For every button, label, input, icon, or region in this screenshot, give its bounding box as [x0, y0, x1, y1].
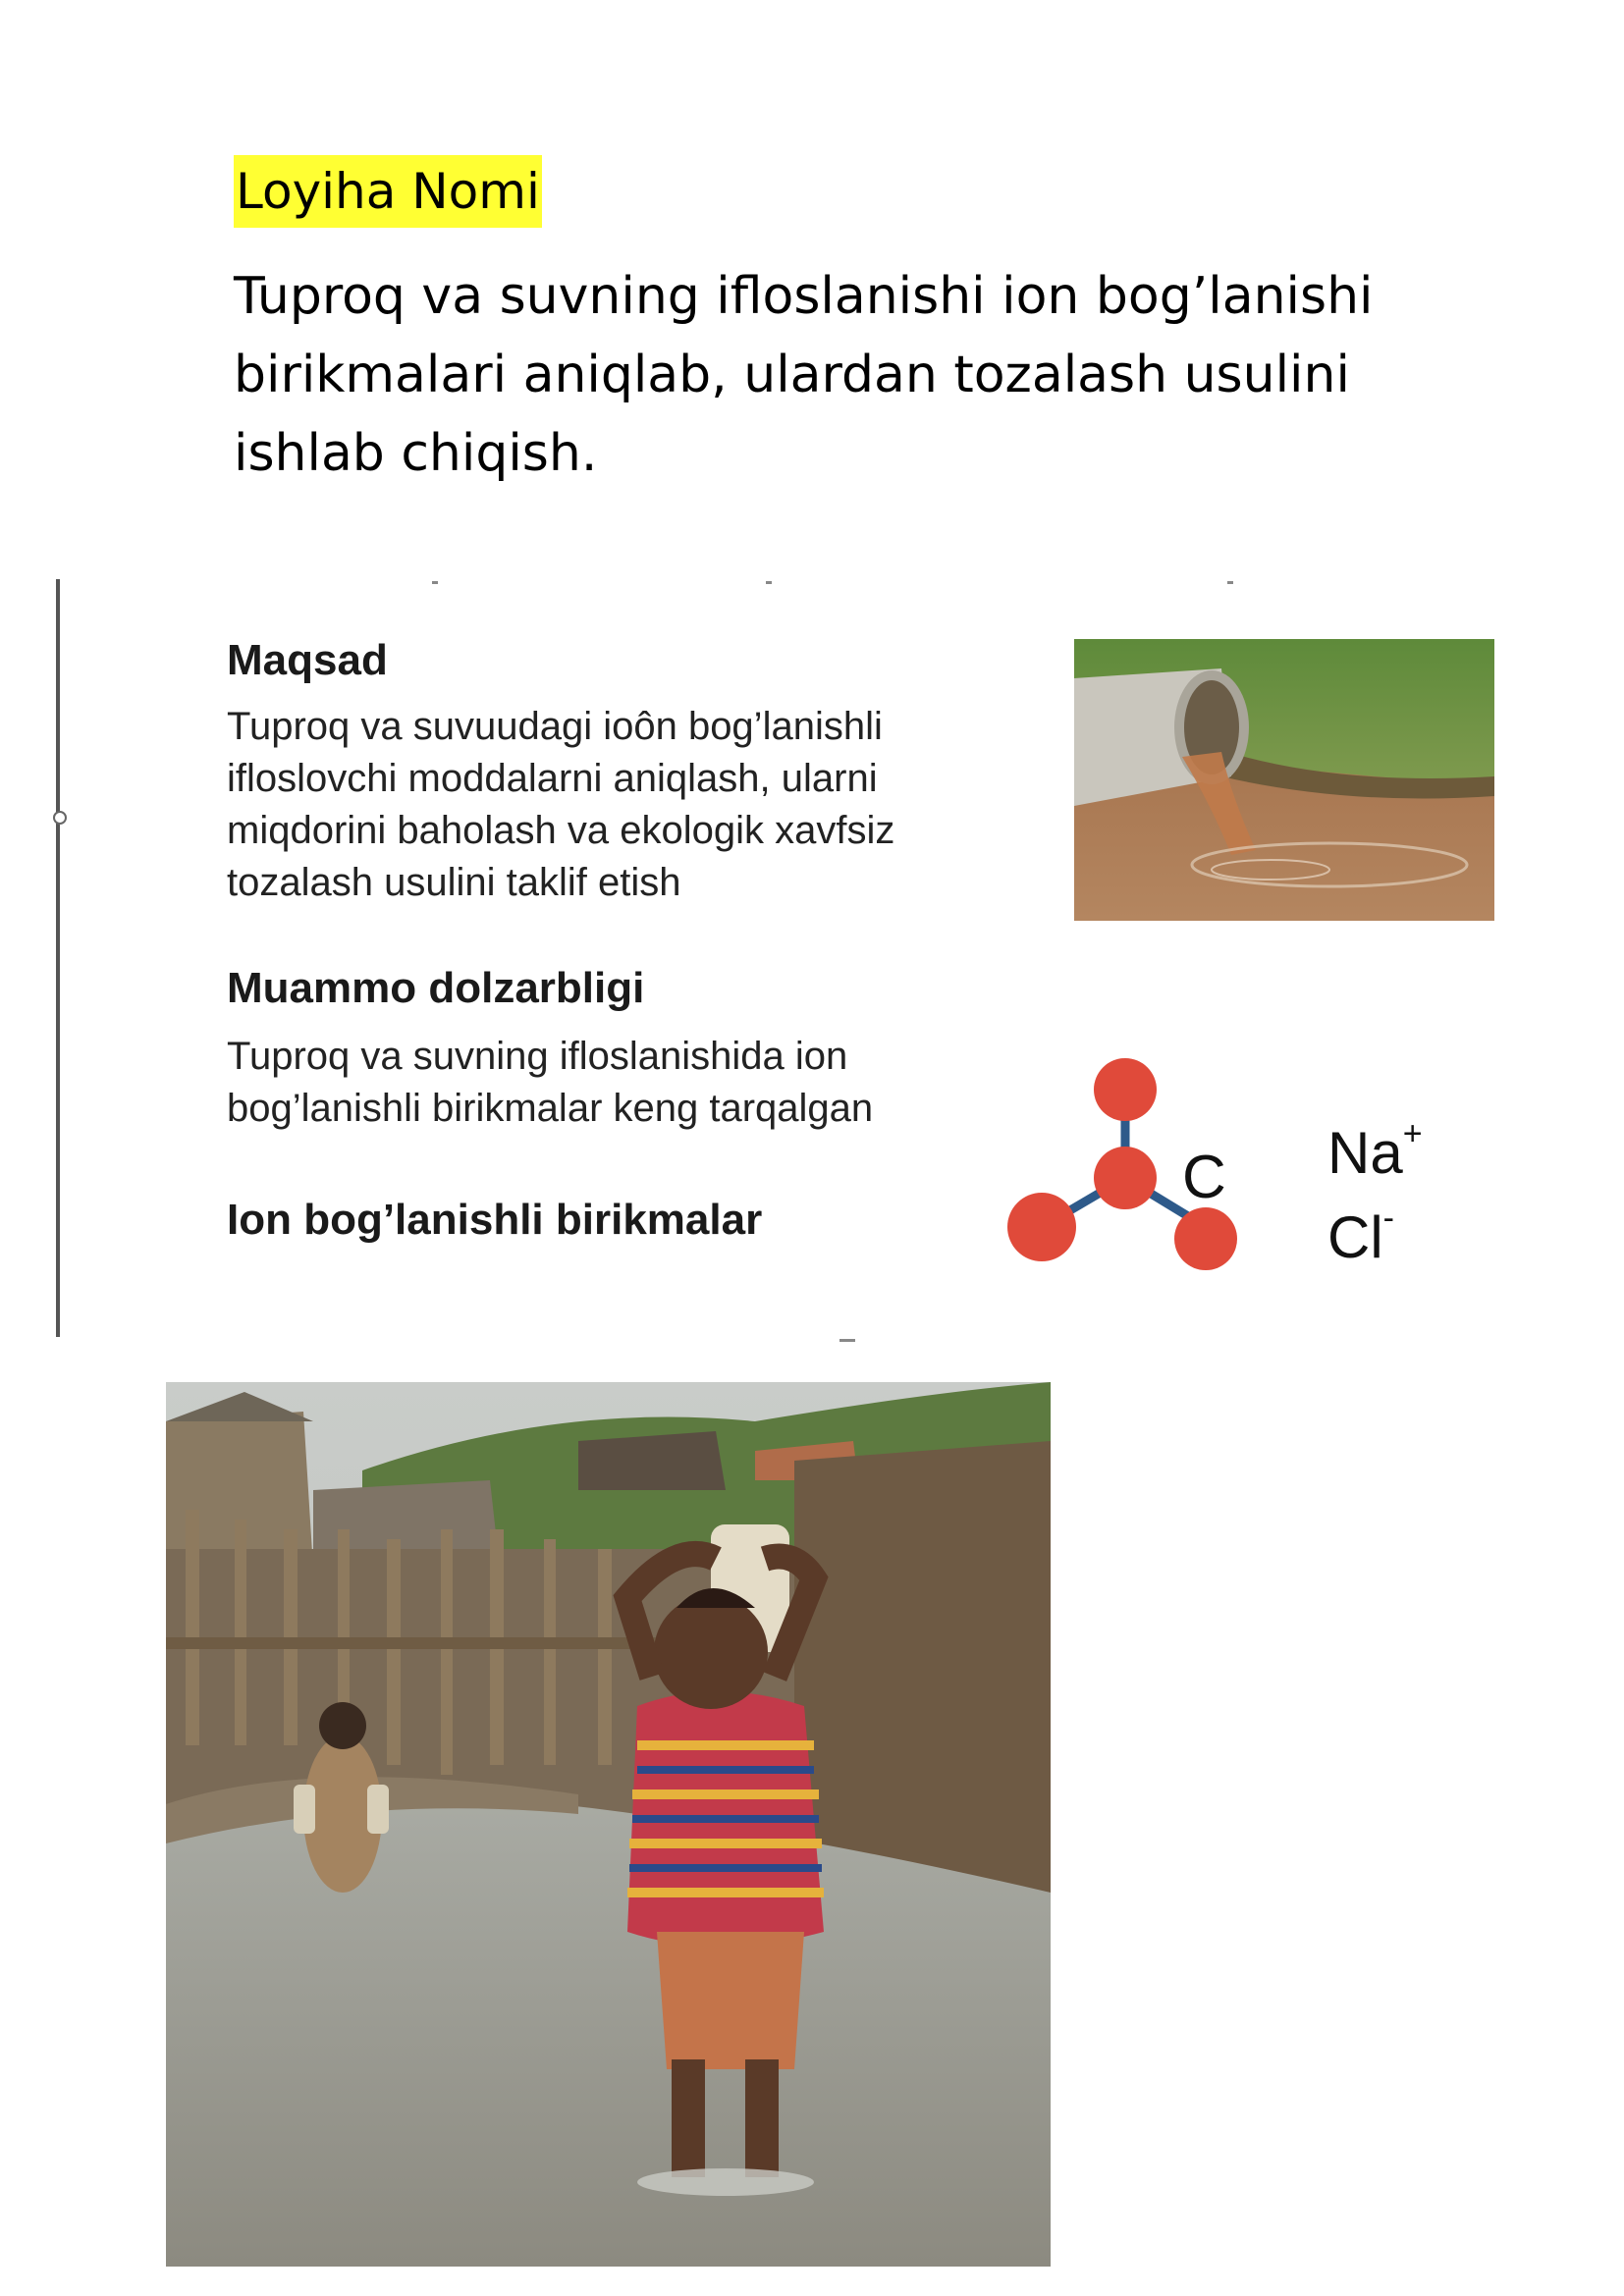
goal-text: Tuproq va suvuudagi ioôn bog’lanishli ifloslovchi moddalarni aniqlash, ularni miqdorini baholash va ekologik xavfsiz tozalash usulini taklif etish	[227, 705, 895, 904]
sodium-ion: Na+	[1327, 1115, 1423, 1186]
dash-mark	[432, 581, 438, 584]
dash-mark	[1227, 581, 1233, 584]
resize-handle[interactable]	[53, 811, 67, 825]
pipe-pollution-photo	[1074, 639, 1494, 921]
child-carrying-water-photo	[166, 1382, 1051, 2267]
problem-text: Tuproq va suvning ifloslanishida ion bog’lanishli birikmalar keng tarqalgan	[227, 1035, 874, 1130]
ionic-compounds-heading: Ion bog’lanishli birikmalar	[227, 1196, 763, 1244]
project-name-label: Loyiha Nomi	[234, 155, 542, 228]
dash-mark	[839, 1339, 855, 1342]
goal-heading: Maqsad	[227, 636, 388, 684]
problem-heading: Muammo dolzarbligi	[227, 964, 645, 1012]
image-selection-border[interactable]	[56, 579, 60, 1337]
carbon-label: C	[1182, 1144, 1226, 1211]
project-title: Tuproq va suvning ifloslanishi ion bog’lanishi birikmalari aniqlab, ulardan tozalash usulini ishlab chiqish.	[234, 267, 1374, 483]
dash-mark	[766, 581, 772, 584]
chloride-ion: Cl-	[1327, 1200, 1394, 1270]
